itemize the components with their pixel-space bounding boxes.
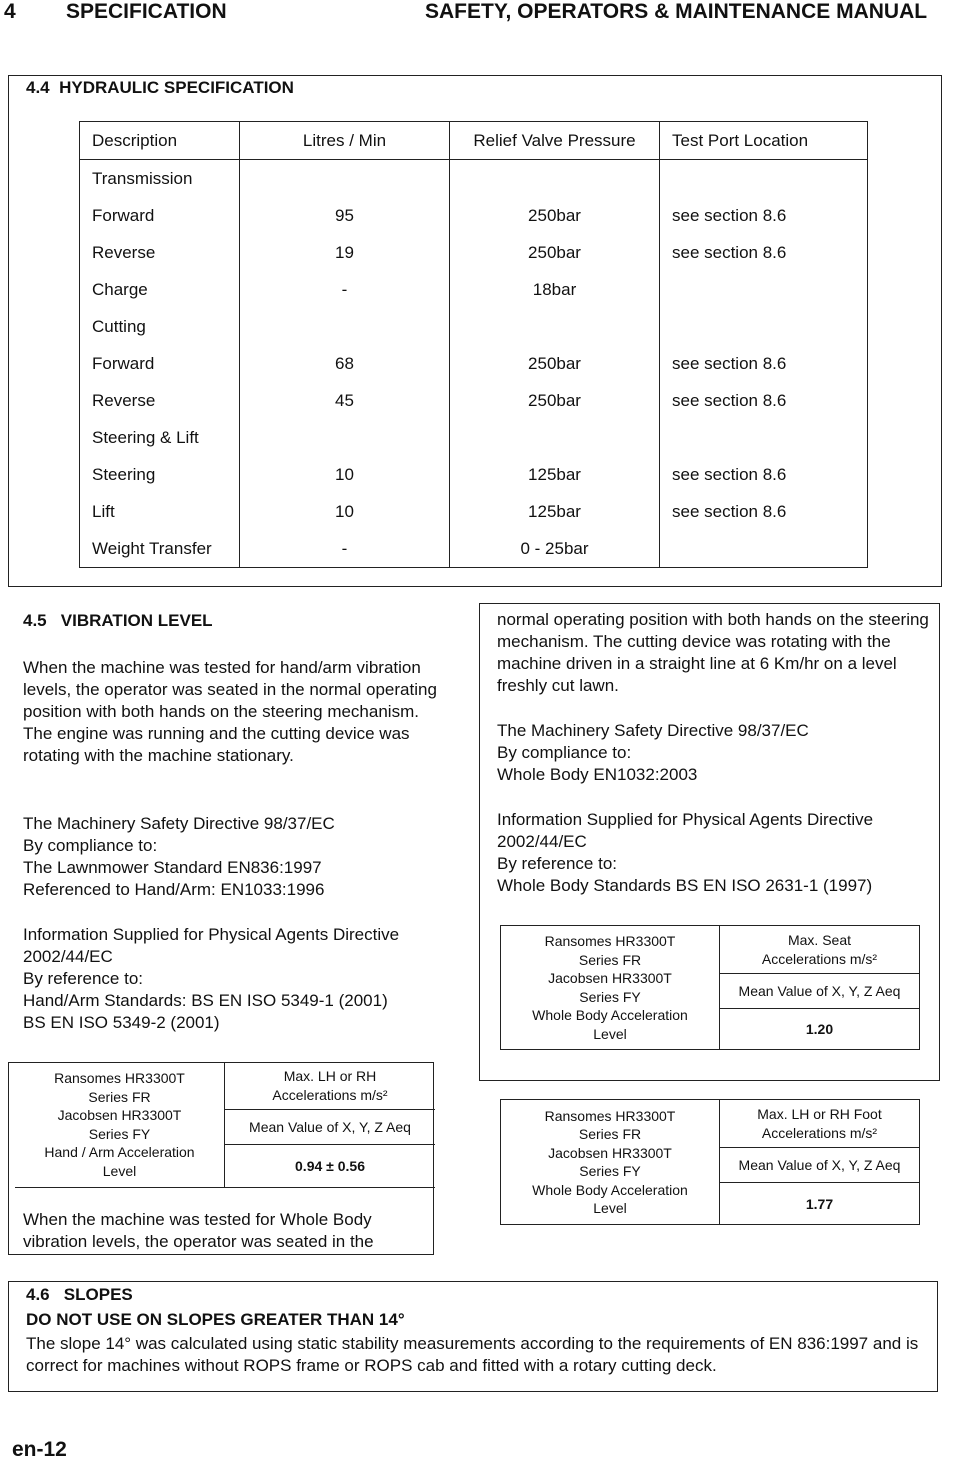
- hydraulic-cell: [660, 271, 868, 308]
- hydraulic-cell: 10: [240, 493, 450, 530]
- hydraulic-row: [80, 308, 868, 345]
- hydraulic-row: [80, 271, 868, 308]
- vibration-left-para-1: When the machine was tested for hand/arm vibration levels, the operator was seated in the normal operating position with both hands on the steering mechanism. The engine was running and the cutting device was rotating with the machine stationary.: [23, 658, 437, 765]
- hydraulic-cell: see section 8.6: [672, 242, 787, 262]
- hydraulic-cell: see section 8.6: [672, 464, 787, 484]
- hydraulic-cell: 125bar: [450, 456, 660, 493]
- hydraulic-cell: 250bar: [450, 234, 660, 271]
- hydraulic-row: [80, 530, 868, 568]
- foot-acceleration-table: [500, 1099, 920, 1225]
- hydraulic-cell: [450, 419, 660, 456]
- hand-arm-acceleration-table: [15, 1062, 435, 1188]
- hand-table-machine: Ransomes HR3300T Series FR Jacobsen HR3300T Series FY Hand / Arm Acceleration Level: [15, 1062, 225, 1188]
- hydraulic-header-cell: Test Port Location: [660, 122, 868, 160]
- chapter-number: 4: [4, 0, 16, 23]
- hydraulic-header-cell: Relief Valve Pressure: [450, 122, 660, 160]
- hydraulic-cell: Forward: [80, 197, 240, 234]
- hydraulic-cell: 45: [240, 382, 450, 419]
- hydraulic-row: [80, 345, 868, 382]
- hydraulic-cell: 68: [240, 345, 450, 382]
- hydraulic-cell: 250bar: [450, 197, 660, 234]
- slopes-warning: DO NOT USE ON SLOPES GREATER THAN 14°: [26, 1310, 405, 1329]
- hydraulic-cell: 10: [240, 456, 450, 493]
- hydraulic-cell: [660, 160, 868, 198]
- vibration-left-para-3: Information Supplied for Physical Agents Directive 2002/44/EC By reference to: Hand/Arm Standards: BS EN ISO 5349-1 (2001) BS EN ISO 5349-2 (2001): [23, 925, 400, 1032]
- hydraulic-cell: [660, 308, 868, 345]
- manual-title: SAFETY, OPERATORS & MAINTENANCE MANUAL: [425, 0, 928, 23]
- hydraulic-cell: -: [240, 271, 450, 308]
- hydraulic-cell: Weight Transfer: [80, 530, 240, 568]
- hydraulic-cell: see section 8.6: [672, 501, 787, 521]
- hydraulic-cell: see section 8.6: [672, 390, 787, 410]
- hydraulic-row: [80, 419, 868, 456]
- vibration-right-para-1: normal operating position with both hands on the steering mechanism. The cutting device was rotating with the machine driven in a straight line at 6 Km/hr on a level freshly cut lawn.: [497, 610, 929, 695]
- hydraulic-row: [80, 456, 868, 493]
- hydraulic-cell: Forward: [80, 345, 240, 382]
- vibration-left-after: When the machine was tested for Whole Body vibration levels, the operator was seated in the: [23, 1210, 374, 1251]
- hydraulic-row: [80, 197, 868, 234]
- hydraulic-cell: Steering & Lift: [80, 419, 240, 456]
- hydraulic-cell: 0 - 25bar: [450, 530, 660, 568]
- hand-table-sub: Mean Value of X, Y, Z Aeq: [225, 1110, 436, 1145]
- hydraulic-cell: [660, 419, 868, 456]
- hydraulic-row: [80, 160, 868, 198]
- hydraulic-cell: [450, 308, 660, 345]
- hydraulic-cell: 18bar: [450, 271, 660, 308]
- hydraulic-cell: [660, 530, 868, 568]
- seat-table-sub: Mean Value of X, Y, Z Aeq: [720, 974, 920, 1009]
- hydraulic-cell: 125bar: [450, 493, 660, 530]
- hydraulic-cell: Steering: [80, 456, 240, 493]
- foot-table-sub: Mean Value of X, Y, Z Aeq: [720, 1148, 920, 1183]
- hydraulic-cell: Reverse: [80, 382, 240, 419]
- hydraulic-row: [80, 382, 868, 419]
- foot-table-value: 1.77: [720, 1183, 920, 1225]
- hand-table-head: Max. LH or RH Accelerations m/s²: [225, 1062, 436, 1110]
- hydraulic-cell: 19: [240, 234, 450, 271]
- chapter-title: SPECIFICATION: [66, 0, 227, 23]
- hydraulic-cell: -: [240, 530, 450, 568]
- hydraulic-header-row: [80, 122, 868, 160]
- hydraulic-cell: Charge: [80, 271, 240, 308]
- vibration-right-para-2: The Machinery Safety Directive 98/37/EC By compliance to: Whole Body EN1032:2003: [497, 721, 809, 784]
- foot-table-machine: Ransomes HR3300T Series FR Jacobsen HR3300T Series FY Whole Body Acceleration Level: [501, 1100, 720, 1225]
- hydraulic-cell: 250bar: [450, 382, 660, 419]
- hydraulic-title: 4.4 HYDRAULIC SPECIFICATION: [26, 78, 294, 97]
- hydraulic-cell: Lift: [80, 493, 240, 530]
- hand-table-value: 0.94 ± 0.56: [225, 1145, 436, 1188]
- hydraulic-cell: [240, 160, 450, 198]
- hydraulic-cell: see section 8.6: [672, 353, 787, 373]
- seat-table-value: 1.20: [720, 1009, 920, 1050]
- vibration-title: 4.5 VIBRATION LEVEL: [23, 611, 213, 630]
- hydraulic-cell: see section 8.6: [672, 205, 787, 225]
- seat-table-machine: Ransomes HR3300T Series FR Jacobsen HR3300T Series FY Whole Body Acceleration Level: [501, 926, 720, 1050]
- vibration-right-para-3: Information Supplied for Physical Agents Directive 2002/44/EC By reference to: Whole Body Standards BS EN ISO 2631-1 (1997): [497, 810, 874, 895]
- hydraulic-cell: [450, 160, 660, 198]
- hydraulic-row: [80, 493, 868, 530]
- slopes-text: The slope 14° was calculated using static stability measurements according to the requirements of EN 836:1997 and is correct for machines without ROPS frame or ROPS cab and fitted with a rotary cutting deck.: [26, 1334, 919, 1375]
- hydraulic-cell: [240, 308, 450, 345]
- hydraulic-cell: 250bar: [450, 345, 660, 382]
- hydraulic-header-cell: Description: [80, 122, 240, 160]
- hydraulic-cell: Reverse: [80, 234, 240, 271]
- page-number: en-12: [12, 1438, 67, 1461]
- hydraulic-cell: Cutting: [80, 308, 240, 345]
- slopes-title: 4.6 SLOPES: [26, 1285, 133, 1304]
- hydraulic-row: [80, 234, 868, 271]
- seat-acceleration-table: [500, 925, 920, 1050]
- hydraulic-cell: [240, 419, 450, 456]
- hydraulic-cell: Transmission: [80, 160, 240, 198]
- foot-table-head: Max. LH or RH Foot Accelerations m/s²: [720, 1100, 920, 1148]
- seat-table-head: Max. Seat Accelerations m/s²: [720, 926, 920, 974]
- hydraulic-cell: 95: [240, 197, 450, 234]
- hydraulic-table: [79, 121, 868, 568]
- hydraulic-header-cell: Litres / Min: [240, 122, 450, 160]
- vibration-left-para-2: The Machinery Safety Directive 98/37/EC By compliance to: The Lawnmower Standard EN836:1997 Referenced to Hand/Arm: EN1033:1996: [23, 814, 335, 899]
